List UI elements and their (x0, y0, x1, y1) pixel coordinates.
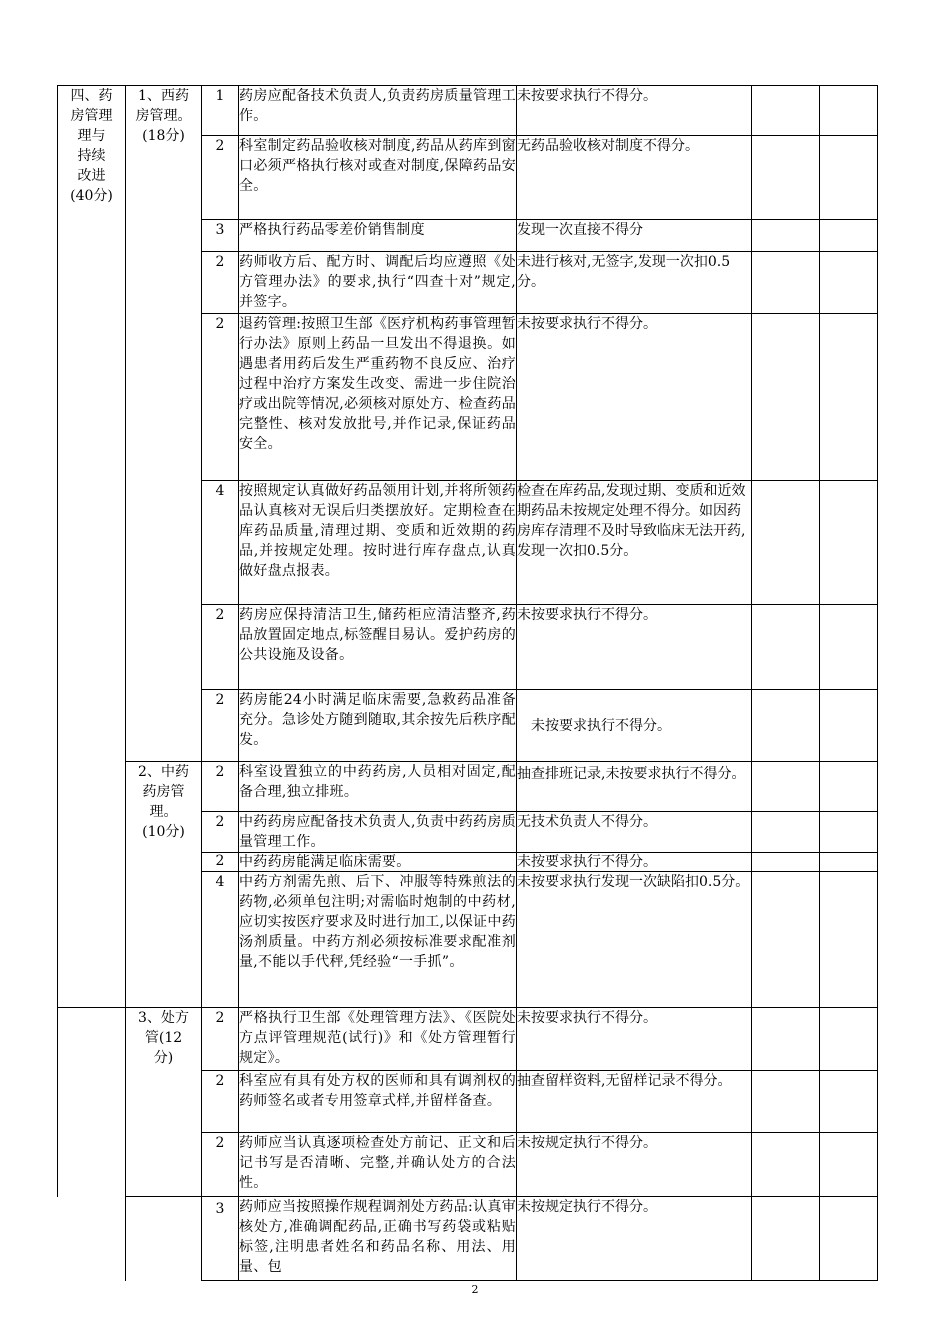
subsection-line: 3、处方 (138, 1010, 189, 1026)
score-cell: 3 (202, 220, 239, 252)
blank-cell (820, 1008, 878, 1071)
blank-cell (752, 481, 820, 605)
requirement-cell: 中药药房应配备技术负责人,负责中药药房质量管理工作。 (239, 812, 517, 853)
score-cell: 2 (202, 853, 239, 872)
section-title-line: 四、药 (70, 88, 113, 104)
score-cell: 2 (202, 1133, 239, 1197)
requirement-cell: 按照规定认真做好药品领用计划,并将所领药品认真核对无误后归类摆放好。定期检查在库药品质量,清理过期、变质和近效期的药品,并按规定处理。按时进行库存盘点,认真做好盘点报表。 (239, 481, 517, 605)
section-title-line: 理与 (77, 128, 106, 144)
empty-margin-cell (126, 1197, 202, 1281)
section-title-line: 房管理 (70, 108, 113, 124)
blank-cell (752, 605, 820, 690)
score-cell: 2 (202, 136, 239, 220)
score-cell: 2 (202, 812, 239, 853)
blank-cell (752, 1197, 820, 1281)
blank-cell (752, 1071, 820, 1133)
blank-cell (820, 1133, 878, 1197)
standard-cell: 发现一次直接不得分 (517, 220, 752, 252)
requirement-cell: 科室应有具有处方权的医师和具有调剂权的药师签名或者专用签章式样,并留样备查。 (239, 1071, 517, 1133)
subsection-line: 药房管 (142, 784, 185, 800)
blank-cell (820, 314, 878, 481)
blank-cell (820, 1071, 878, 1133)
blank-cell (820, 853, 878, 872)
score-cell: 4 (202, 481, 239, 605)
requirement-cell: 药师收方后、配方时、调配后均应遵照《处方管理办法》的要求,执行“四查十对”规定,并签字。 (239, 252, 517, 314)
requirement-cell: 药师应当按照操作规程调剂处方药品:认真审核处方,准确调配药品,正确书写药袋或粘贴标签,注明患者姓名和药品名称、用法、用量、包 (239, 1197, 517, 1281)
blank-cell (752, 853, 820, 872)
blank-cell (752, 136, 820, 220)
requirement-cell: 科室设置独立的中药药房,人员相对固定,配备合理,独立排班。 (239, 762, 517, 812)
blank-cell (820, 252, 878, 314)
subsection-cell (126, 86, 202, 762)
score-cell: 4 (202, 872, 239, 1008)
section-title-line: 持续 (77, 148, 106, 164)
section-continuation-cell (58, 1008, 126, 1197)
subsection-line: 1、西药 (138, 88, 189, 104)
score-cell: 3 (202, 1197, 239, 1281)
requirement-cell: 科室制定药品验收核对制度,药品从药库到窗口必须严格执行核对或查对制度,保障药品安全。 (239, 136, 517, 220)
blank-cell (752, 86, 820, 136)
blank-cell (820, 1197, 878, 1281)
requirement-cell: 退药管理:按照卫生部《医疗机构药事管理暂行办法》原则上药品一旦发出不得退换。如遇患者用药后发生严重药物不良反应、治疗过程中治疗方案发生改变、需进一步住院治疗或出院等情况,必须核对原处方、检查药品完整性、核对发放批号,并作记录,保证药品安全。 (239, 314, 517, 481)
subsection-cell (126, 1008, 202, 1197)
blank-cell (752, 1008, 820, 1071)
standard-cell: 未按要求执行发现一次缺陷扣0.5分。 (517, 872, 752, 1008)
subsection-cell (126, 762, 202, 1008)
standard-cell: 未按规定执行不得分。 (517, 1133, 752, 1197)
requirement-cell: 中药方剂需先煎、后下、冲服等特殊煎法的药物,必须单包注明;对需临时炮制的中药材,应切实按医疗要求及时进行加工,以保证中药汤剂质量。中药方剂必须按标准要求配准剂量,不能以手代秤,凭经验“一手抓”。 (239, 872, 517, 1008)
blank-cell (820, 872, 878, 1008)
table-row (58, 1008, 878, 1071)
requirement-cell: 严格执行卫生部《处理管理方法》、《医院处方点评管理规范(试行)》和《处方管理暂行规定》。 (239, 1008, 517, 1071)
standard-cell: 无药品验收核对制度不得分。 (517, 136, 752, 220)
requirement-cell: 严格执行药品零差价销售制度 (239, 220, 517, 252)
score-cell: 2 (202, 1008, 239, 1071)
blank-cell (752, 1133, 820, 1197)
blank-cell (820, 481, 878, 605)
subsection-line: 2、中药 (138, 764, 189, 780)
section-title-line: 改进 (77, 168, 106, 184)
table-row (58, 762, 878, 812)
blank-cell (752, 812, 820, 853)
requirement-cell: 药师应当认真逐项检查处方前记、正文和后记书写是否清晰、完整,并确认处方的合法性。 (239, 1133, 517, 1197)
blank-cell (820, 86, 878, 136)
score-cell: 2 (202, 1071, 239, 1133)
score-cell: 2 (202, 690, 239, 762)
blank-cell (820, 690, 878, 762)
section-title-cell (58, 86, 126, 1008)
subsection-line: 分) (153, 1050, 174, 1066)
blank-cell (820, 136, 878, 220)
standard-cell: 抽查留样资料,无留样记录不得分。 (517, 1071, 752, 1133)
standard-cell: 抽查排班记录,未按要求执行不得分。 (517, 762, 752, 812)
subsection-line: 理。 (149, 804, 178, 820)
blank-cell (752, 252, 820, 314)
section-title-line: (40分) (70, 188, 113, 204)
subsection-line: (10分) (142, 824, 185, 840)
empty-margin-cell (58, 1197, 126, 1281)
blank-cell (820, 220, 878, 252)
table-row (58, 1197, 878, 1281)
subsection-line: (18分) (142, 128, 185, 144)
standard-cell: 未按要求执行不得分。 (517, 314, 752, 481)
blank-cell (820, 605, 878, 690)
standard-cell: 未进行核对,无签字,发现一次扣0.5分。 (517, 252, 752, 314)
standard-cell: 未按规定执行不得分。 (517, 1197, 752, 1281)
blank-cell (820, 812, 878, 853)
subsection-line: 房管理。 (135, 108, 192, 124)
standard-cell: 未按要求执行不得分。 (517, 853, 752, 872)
standard-cell: 未按要求执行不得分。 (517, 605, 752, 690)
blank-cell (752, 872, 820, 1008)
standard-cell: 检查在库药品,发现过期、变质和近效期药品未按规定处理不得分。如因药房库存清理不及时导致临床无法开药,发现一次扣0.5分。 (517, 481, 752, 605)
evaluation-table (57, 85, 878, 1281)
standard-cell: 无技术负责人不得分。 (517, 812, 752, 853)
score-cell: 1 (202, 86, 239, 136)
requirement-cell: 中药药房能满足临床需要。 (239, 853, 517, 872)
requirement-cell: 药房能24小时满足临床需要,急救药品准备充分。急诊处方随到随取,其余按先后秩序配发。 (239, 690, 517, 762)
page-number: 2 (471, 1283, 479, 1296)
table-row (58, 86, 878, 136)
blank-cell (820, 762, 878, 812)
standard-cell: 未按要求执行不得分。 (517, 86, 752, 136)
score-cell: 2 (202, 762, 239, 812)
blank-cell (752, 762, 820, 812)
score-cell: 2 (202, 252, 239, 314)
standard-cell: 未按要求执行不得分。 (517, 690, 752, 762)
blank-cell (752, 314, 820, 481)
subsection-line: 管(12 (144, 1030, 183, 1046)
blank-cell (752, 690, 820, 762)
requirement-cell: 药房应配备技术负责人,负责药房质量管理工作。 (239, 86, 517, 136)
score-cell: 2 (202, 605, 239, 690)
standard-cell: 未按要求执行不得分。 (517, 1008, 752, 1071)
score-cell: 2 (202, 314, 239, 481)
blank-cell (752, 220, 820, 252)
requirement-cell: 药房应保持清洁卫生,储药柜应清洁整齐,药品放置固定地点,标签醒目易认。爱护药房的公共设施及设备。 (239, 605, 517, 690)
